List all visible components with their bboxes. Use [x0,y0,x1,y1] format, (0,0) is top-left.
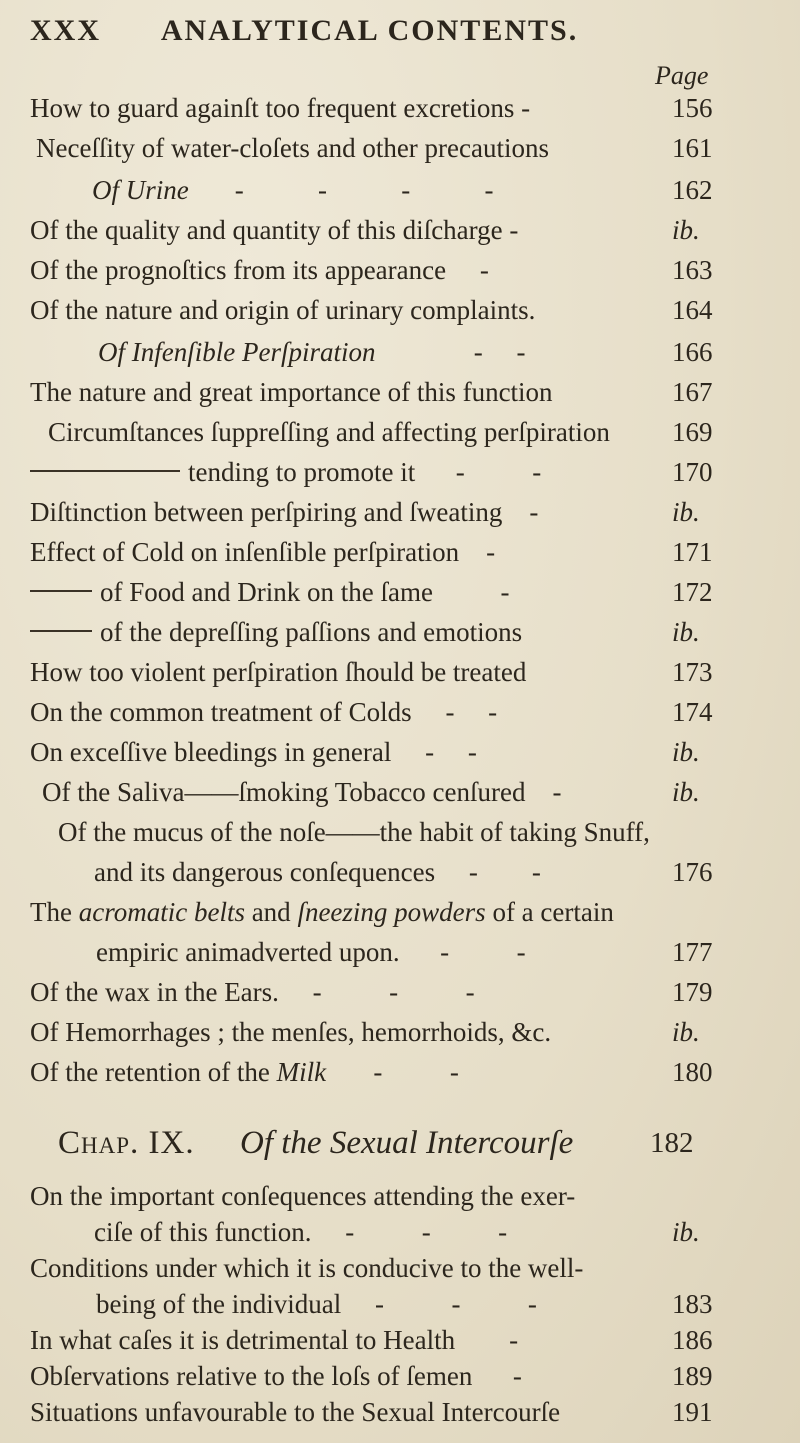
toc-entry: Of the wax in the Ears. - - - 179 [30,977,713,1007]
toc-entry: Of the quality and quantity of this diſcharge - ib. [30,215,700,245]
toc-entry: Of the retention of the Milk - - 180 [30,1057,713,1087]
toc-entry: Situations unfavourable to the Sexual Intercourſe 191 [30,1397,713,1427]
toc-entry: Of Infenſible Perſpiration - - 166 [98,337,713,367]
toc-entry: tending to promote it - - 170 [0,452,800,492]
ditto-dash [30,590,92,592]
running-header [30,14,730,48]
chapter-page: 182 [650,1127,694,1159]
toc-entry: of Food and Drink on the ſame - 172 [0,572,800,612]
toc-entry: Of the nature and origin of urinary complaints. 164 [30,295,713,325]
toc-entry: Of the mucus of the noſe——the habit of taking Snuff, [58,817,650,847]
toc-entry: Of the Saliva——ſmoking Tobacco cenſured - ib. [42,777,700,807]
page-column-label: Page [655,61,709,90]
header-title: ANALYTICAL CONTENTS. [160,14,579,47]
toc-entry: In what caſes it is detrimental to Health - 186 [30,1325,713,1355]
toc-entry: of the depreſſing paſſions and emotions ib. [0,612,800,652]
ditto-dash [30,630,92,632]
toc-entry: Of Hemorrhages ; the menſes, hemorrhoids, &c. ib. [30,1017,700,1047]
toc-entry: How too violent perſpiration ſhould be treated 173 [30,657,713,687]
folio: XXX [30,14,101,47]
toc-entry: being of the individual - - - 183 [96,1289,713,1319]
toc-entry: Conditions under which it is conducive to the well- [30,1253,584,1283]
chapter-label: Chap. IX. [58,1125,195,1161]
toc-entry: Obſervations relative to the loſs of ſemen - 189 [30,1361,713,1391]
toc-entry: The acromatic belts and ſneezing powders of a certain [30,897,614,927]
toc-entry: Circumſtances ſuppreſſing and affecting perſpiration 169 [48,417,713,447]
toc-entry: The nature and great importance of this function 167 [30,377,713,407]
toc-entry: empiric animadverted upon. - - 177 [96,937,713,967]
toc-entry: ciſe of this function. - - - ib. [94,1217,700,1247]
toc-entry: Diſtinction between perſpiring and ſweating - ib. [30,497,700,527]
ditto-dash [30,470,180,472]
toc-entry: Of the prognoſtics from its appearance - 163 [30,255,713,285]
toc-entry: On exceſſive bleedings in general - - ib. [30,737,700,767]
toc-entry: On the important conſequences attending the exer- [30,1181,576,1211]
toc-entry: Neceſſity of water-cloſets and other precautions 161 [36,133,713,163]
toc-entry: Of Urine - - - - 162 [92,175,713,205]
toc-entry: On the common treatment of Colds - - 174 [30,697,713,727]
chapter-title: Of the Sexual Intercourſe [240,1125,574,1161]
toc-entry: How to guard againſt too frequent excretions - 156 [30,93,713,123]
toc-entry: and its dangerous conſequences - - 176 [94,857,713,887]
chapter-heading [0,1120,800,1166]
toc-entry: Effect of Cold on inſenſible perſpiration - 171 [30,537,713,567]
